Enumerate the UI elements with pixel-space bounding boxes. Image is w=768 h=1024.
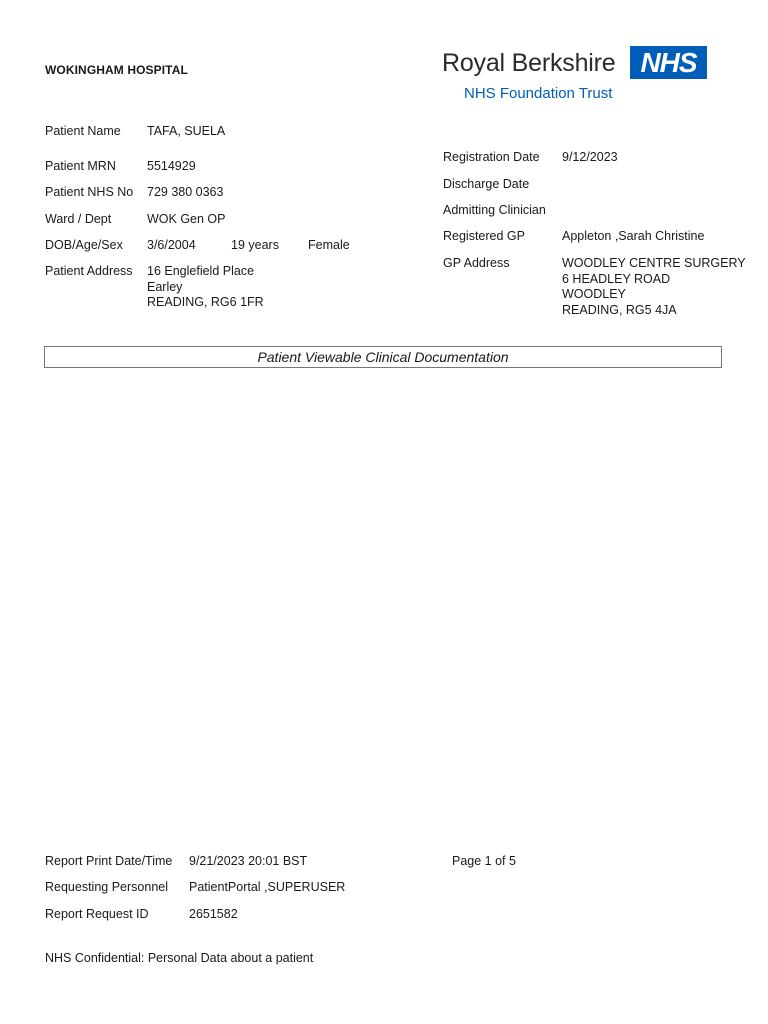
patient-name-value: TAFA, SUELA (147, 124, 226, 138)
dob-value: 3/6/2004 (147, 238, 196, 252)
patient-mrn-label: Patient MRN (45, 159, 116, 173)
confidentiality-notice: NHS Confidential: Personal Data about a patient (45, 951, 314, 965)
report-request-id-label: Report Request ID (45, 907, 149, 921)
documentation-banner: Patient Viewable Clinical Documentation (44, 346, 722, 368)
patient-nhs-label: Patient NHS No (45, 185, 134, 199)
registered-gp-value: Appleton ,Sarah Christine (562, 229, 705, 243)
patient-address-value: 16 Englefield Place Earley READING, RG6 1FR (147, 264, 264, 309)
age-value: 19 years (231, 238, 279, 252)
registered-gp-label: Registered GP (443, 229, 525, 243)
ward-dept-label: Ward / Dept (45, 212, 112, 226)
gp-address-value: WOODLEY CENTRE SURGERY 6 HEADLEY ROAD WOODLEY READING, RG5 4JA (562, 256, 746, 317)
trust-logo (440, 44, 710, 104)
logo-trust-name: Royal Berkshire (442, 49, 616, 77)
patient-mrn-value: 5514929 (147, 159, 196, 173)
print-datetime-value: 9/21/2023 20:01 BST (189, 854, 308, 868)
requesting-personnel-label: Requesting Personnel (45, 880, 168, 894)
nhs-badge: NHS (630, 46, 707, 79)
hospital-name: WOKINGHAM HOSPITAL (45, 63, 188, 77)
dob-age-sex-label: DOB/Age/Sex (45, 238, 123, 252)
logo-trust-subtitle: NHS Foundation Trust (464, 85, 613, 102)
patient-nhs-value: 729 380 0363 (147, 185, 224, 199)
requesting-personnel-value: PatientPortal ,SUPERUSER (189, 880, 346, 894)
patient-address-label: Patient Address (45, 264, 133, 278)
report-request-id-value: 2651582 (189, 907, 238, 921)
registration-date-label: Registration Date (443, 150, 540, 164)
discharge-date-label: Discharge Date (443, 177, 530, 191)
page-number: Page 1 of 5 (452, 854, 516, 868)
gp-address-label: GP Address (443, 256, 510, 270)
registration-date-value: 9/12/2023 (562, 150, 618, 164)
sex-value: Female (308, 238, 350, 252)
ward-dept-value: WOK Gen OP (147, 212, 226, 226)
admitting-clinician-label: Admitting Clinician (443, 203, 546, 217)
print-datetime-label: Report Print Date/Time (45, 854, 173, 868)
patient-name-label: Patient Name (45, 124, 121, 138)
